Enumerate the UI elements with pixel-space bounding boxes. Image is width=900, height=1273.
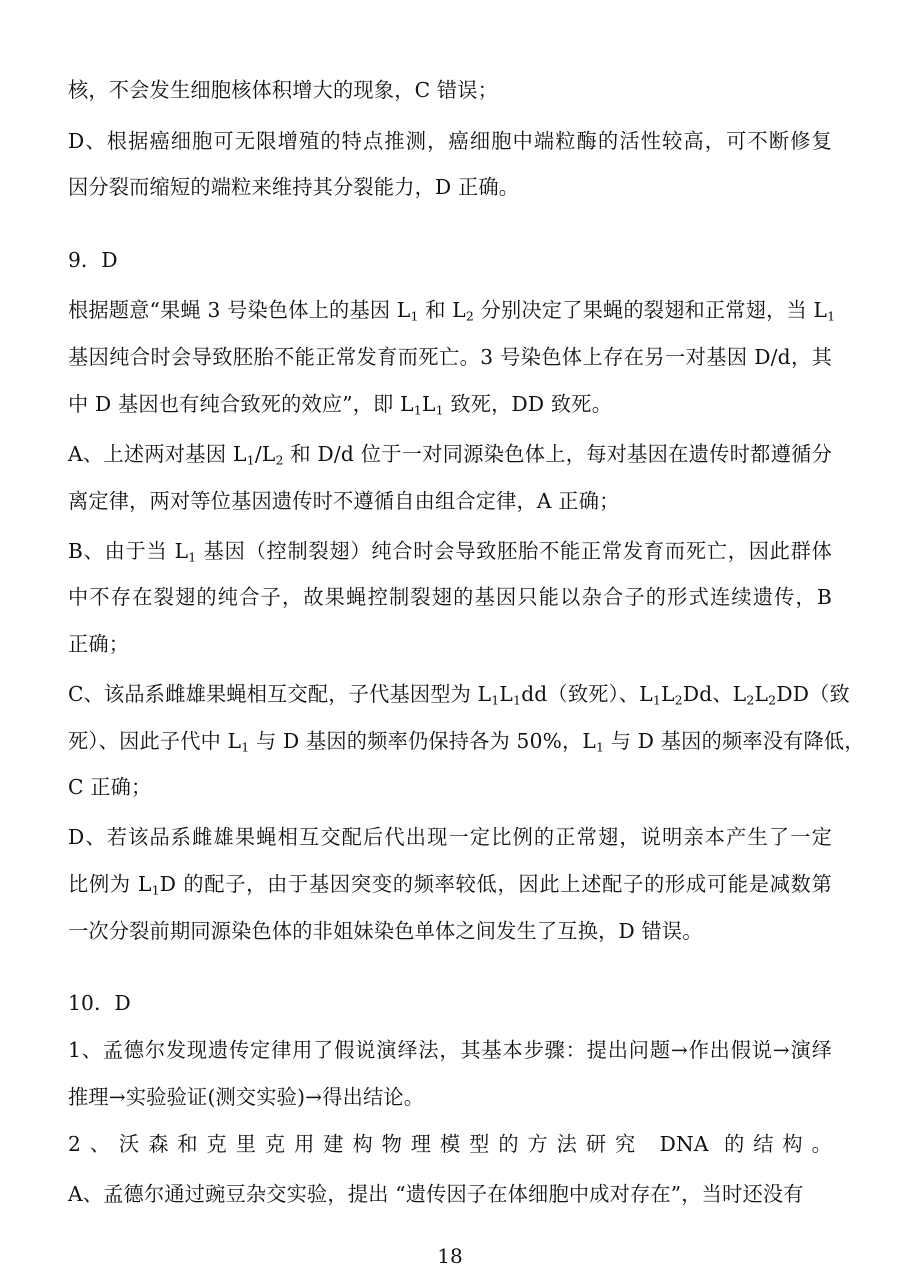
text-run: DD（致 xyxy=(776,682,850,706)
text-line xyxy=(68,440,832,468)
text-line xyxy=(68,1130,832,1158)
text-run: 致死，DD 致死。 xyxy=(443,392,613,416)
text-run: Dd、L xyxy=(682,682,747,706)
text-line xyxy=(68,583,832,611)
subscript: 1 xyxy=(246,452,255,468)
page-number: 18 xyxy=(437,1244,463,1268)
text-run: 基因纯合时会导致胚胎不能正常发育而死亡。3 号染色体上存在另一对基因 D/d，其 xyxy=(68,345,832,369)
text-run: 因分裂而缩短的端粒来维持其分裂能力，D 正确。 xyxy=(68,175,520,199)
text-line xyxy=(68,296,836,324)
subscript: 1 xyxy=(435,402,444,418)
subscript: 1 xyxy=(491,692,500,708)
text-run: C 正确； xyxy=(68,775,152,799)
text-line xyxy=(68,1036,832,1064)
text-line xyxy=(68,630,129,658)
text-run: L xyxy=(754,682,769,706)
text-run: /L xyxy=(254,442,276,466)
text-line xyxy=(68,823,832,851)
subscript: 2 xyxy=(674,692,683,708)
text-line xyxy=(68,537,832,565)
text-line xyxy=(68,870,832,898)
text-run: 离定律，两对等位基因遗传时不遵循自由组合定律，A 正确； xyxy=(68,489,620,513)
text-line xyxy=(68,1180,804,1208)
subscript: 2 xyxy=(465,308,475,324)
text-line xyxy=(68,76,498,104)
text-run: A、孟德尔通过豌豆杂交实验，提出 “遗传因子在体细胞中成对存在”，当时还没有 xyxy=(68,1182,804,1206)
text-run: 核，不会发生细胞核体积增大的现象，C 错误； xyxy=(68,78,499,102)
subscript: 1 xyxy=(241,739,250,755)
text-line xyxy=(68,390,612,418)
text-run: dd（致死）、L xyxy=(521,682,653,706)
text-run: 9．D xyxy=(68,248,118,272)
text-run: 和 L xyxy=(418,298,466,322)
text-line xyxy=(68,127,832,155)
text-run: 死）、因此子代中 L xyxy=(68,729,242,753)
text-run: 1、孟德尔发现遗传定律用了假说演绎法，其基本步骤：提出问题→作出假说→演绎 xyxy=(68,1038,832,1062)
text-line xyxy=(68,343,832,371)
subscript: 2 xyxy=(746,692,755,708)
text-run: 一次分裂前期同源染色体的非姐妹染色单体之间发生了互换，D 错误。 xyxy=(68,919,703,943)
text-run: D、根据癌细胞可无限增殖的特点推测，癌细胞中端粒酶的活性较高，可不断修复 xyxy=(68,129,832,153)
subscript: 2 xyxy=(768,692,777,708)
text-run: 比例为 L xyxy=(68,872,152,896)
text-run: 根据题意“果蝇 3 号染色体上的基因 L xyxy=(68,298,411,322)
text-run: 分别决定了果蝇的裂翅和正常翅，当 L xyxy=(474,298,828,322)
subscript: 1 xyxy=(188,549,197,565)
text-run: D、若该品系雌雄果蝇相互交配后代出现一定比例的正常翅，说明亲本产生了一定 xyxy=(68,825,832,849)
text-line xyxy=(68,680,850,708)
text-line xyxy=(68,246,118,274)
text-run: L xyxy=(421,392,436,416)
text-run: 和 D/d 位于一对同源染色体上，每对基因在遗传时都遵循分 xyxy=(283,442,832,466)
text-run: 与 D 基因的频率没有降低， xyxy=(604,729,865,753)
text-run: B、由于当 L xyxy=(68,539,189,563)
subscript: 1 xyxy=(513,692,522,708)
text-run: 2、沃森和克里克用建构物理模型的方法研究 DNA 的结构。 xyxy=(68,1132,832,1156)
text-run: 中不存在裂翅的纯合子，故果蝇控制裂翅的基因只能以杂合子的形式连续遗传，B xyxy=(68,585,832,609)
text-run: 正确； xyxy=(68,632,130,656)
subscript: 1 xyxy=(413,402,422,418)
subscript: 1 xyxy=(652,692,662,708)
text-line xyxy=(68,773,151,801)
subscript: 1 xyxy=(596,739,605,755)
text-run: 与 D 基因的频率仍保持各为 50%，L xyxy=(249,729,596,753)
text-line xyxy=(68,989,131,1017)
text-line xyxy=(68,727,865,755)
text-run: 基因（控制裂翅）纯合时会导致胚胎不能正常发育而死亡，因此群体 xyxy=(196,539,833,563)
text-line xyxy=(68,917,703,945)
text-run: 10．D xyxy=(68,991,131,1015)
text-run: D 的配子，由于基因突变的频率较低，因此上述配子的形成可能是减数第 xyxy=(159,872,832,896)
subscript: 1 xyxy=(151,882,160,898)
subscript: 2 xyxy=(275,452,284,468)
text-line xyxy=(68,1083,424,1111)
text-line xyxy=(68,487,619,515)
subscript: 1 xyxy=(827,308,836,324)
text-run: C、该品系雌雄果蝇相互交配，子代基因型为 L xyxy=(68,682,492,706)
text-run: L xyxy=(499,682,514,706)
subscript: 1 xyxy=(410,308,419,324)
text-run: A、上述两对基因 L xyxy=(68,442,247,466)
text-line xyxy=(68,173,519,201)
text-run: L xyxy=(661,682,675,706)
text-run: 推理→实验验证(测交实验)→得出结论。 xyxy=(68,1085,425,1109)
text-run: 中 D 基因也有纯合致死的效应”，即 L xyxy=(68,392,414,416)
